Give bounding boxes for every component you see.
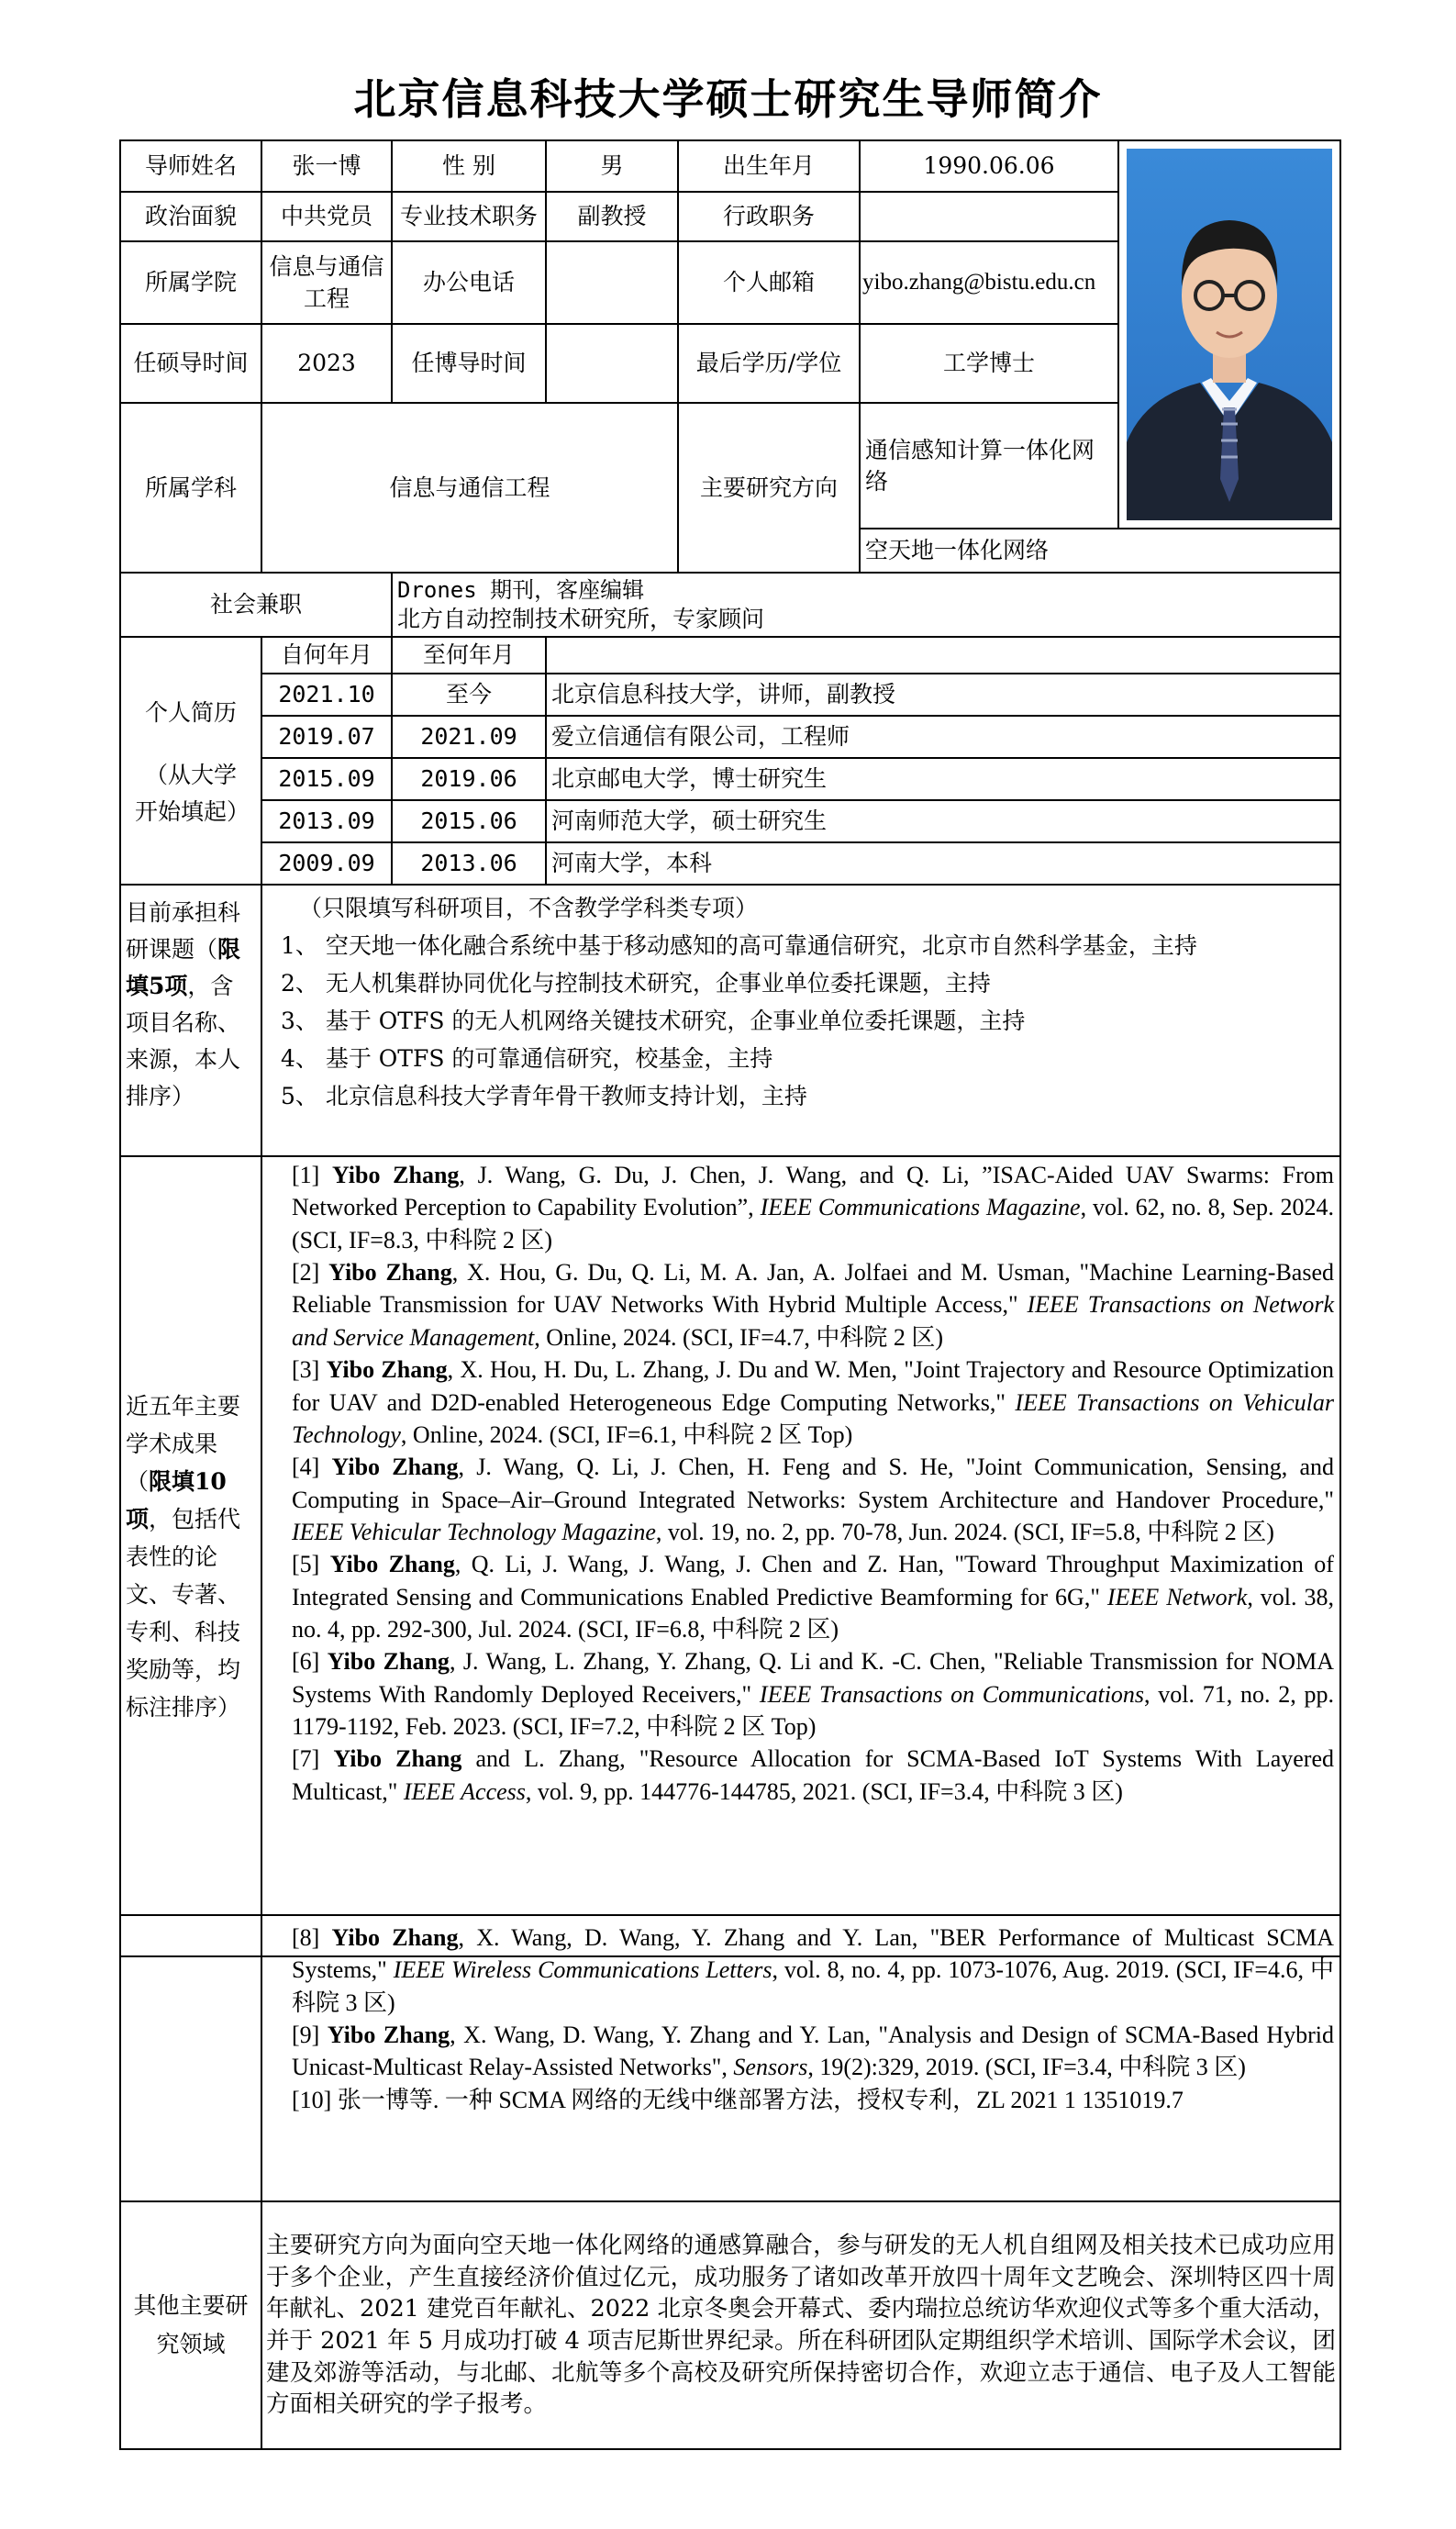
- resume-row-4-desc: 河南师范大学，硕士研究生: [546, 800, 1340, 842]
- pub-item-9: [9] Yibo Zhang, X. Wang, D. Wang, Y. Zhang and Y. Lan, "Analysis and Design of SCMA-Based Hybrid Unicast-Multicast Relay-Assisted Networks", Sensors, 19(2):329, 2019. (SCI, IF=3.4, 中科院 3 区): [292, 2022, 1335, 2081]
- college-label: 所属学院: [120, 241, 261, 324]
- project-item-5: 5、 北京信息科技大学青年骨干教师支持计划，主持: [281, 1083, 807, 1109]
- resume-col-from: 自何年月: [261, 637, 392, 674]
- discipline-value: 信息与通信工程: [261, 403, 678, 573]
- phone-value: [546, 241, 678, 324]
- pub-item-2: [2] Yibo Zhang, X. Hou, G. Du, Q. Li, M. A. Jan, A. Jolfaei and M. Usman, "Machine Learning-Based Reliable Transmission for UAV Networks With Hybrid Multiple Access," IEEE Transactions on Network and Service Management, Online, 2024. (SCI, IF=4.7, 中科院 2 区): [292, 1259, 1334, 1351]
- email-label: 个人邮箱: [678, 241, 860, 324]
- project-item-4: 4、 基于 OTFS 的可靠通信研究，校基金，主持: [281, 1045, 773, 1072]
- resume-label-note: （从大学开始填起）: [135, 762, 250, 825]
- achievements-label: 近五年主要学术成果（限填10项，包括代表性的论文、专著、专利、科技奖励等，均标注排序）: [120, 1156, 261, 1956]
- politics-value: 中共党员: [261, 192, 392, 241]
- project-item-1: 1、 空天地一体化融合系统中基于移动感知的高可靠通信研究，北京市自然科学基金，主持: [281, 932, 1197, 959]
- phone-label: 办公电话: [392, 241, 546, 324]
- pub-item-6: [6] Yibo Zhang, J. Wang, L. Zhang, Y. Zhang, Q. Li and K. -C. Chen, "Reliable Transmission for NOMA Systems With Randomly Deployed Receivers," IEEE Transactions on Communications, vol. 71, no. 2, pp. 1179-1192, Feb. 2023. (SCI, IF=7.2, 中科院 2 区 Top): [292, 1648, 1334, 1741]
- portrait-photo: [1127, 149, 1332, 520]
- pub-item-5: [5] Yibo Zhang, Q. Li, J. Wang, J. Wang, J. Chen and Z. Han, "Toward Throughput Maximization of Integrated Sensing and Communications Enabled Predictive Beamforming for 6G," IEEE Network, vol. 38, no. 4, pp. 292-300, Jul. 2024. (SCI, IF=6.8, 中科院 2 区): [292, 1551, 1334, 1643]
- projects-label: 目前承担科研课题（限填5项，含项目名称、来源，本人排序）: [120, 885, 261, 1156]
- other-text: 主要研究方向为面向空天地一体化网络的通感算融合，参与研发的无人机自组网及相关技术已成功应用于多个企业，产生直接经济价值过亿元，成功服务了诸如改革开放四十周年文艺晚会、深圳特区四十周年献礼、2021 建党百年献礼、2022 北京冬奥会开幕式、委内瑞拉总统访华欢迎仪式等多个重大活动，并于 2021 年 5 月成功打破 4 项吉尼斯世界纪录。所在科研团队定期组织学术培训、国际学术会议，团建及郊游等活动，与北邮、北航等多个高校及研究所保持密切合作，欢迎立志于通信、电子及人工智能方面相关研究的学子报考。: [261, 2201, 1340, 2449]
- projects-limit: 限填5项: [126, 936, 241, 999]
- resume-row-4-from: 2013.09: [261, 800, 392, 842]
- email-value: yibo.zhang@bistu.edu.cn: [860, 241, 1118, 324]
- project-item-2: 2、 无人机集群协同优化与控制技术研究，企事业单位委托课题，主持: [281, 970, 991, 997]
- page-title: 北京信息科技大学硕士研究生导师简介: [353, 74, 1103, 124]
- achievements-cont-label: [120, 1915, 261, 2201]
- discipline-label: 所属学科: [120, 403, 261, 573]
- projects-list: [261, 885, 1340, 1156]
- pub-item-8: [8] Yibo Zhang, X. Wang, D. Wang, Y. Zhang and Y. Lan, "BER Performance of Multicast SCMA Systems," IEEE Wireless Communications Letters, vol. 8, no. 4, pp. 1073-1076, Aug. 2019. (SCI, IF=4.6, 中科院 3 区): [292, 1924, 1335, 2016]
- resume-label: 个人简历: [144, 699, 237, 726]
- project-item-3: 3、 基于 OTFS 的无人机网络关键技术研究，企事业单位委托课题，主持: [281, 1008, 1026, 1034]
- title-value: 副教授: [546, 192, 678, 241]
- resume-row-2-to: 2021.09: [392, 716, 546, 758]
- resume-row-2-from: 2019.07: [261, 716, 392, 758]
- name-label: 导师姓名: [120, 140, 261, 192]
- achievements-cont-list: [261, 1915, 1340, 2201]
- pub-item-7: [7] Yibo Zhang and L. Zhang, "Resource Allocation for SCMA-Based IoT Systems With Layered Multicast," IEEE Access, vol. 9, pp. 144776-144785, 2021. (SCI, IF=3.4, 中科院 3 区): [292, 1745, 1334, 1805]
- projects-note: （只限填写科研项目，不含教学学科类专项）: [299, 895, 759, 921]
- resume-row-1-desc: 北京信息科技大学，讲师，副教授: [546, 674, 1340, 716]
- name-value: 张一博: [261, 140, 392, 192]
- profile-table-continued: [119, 1914, 1341, 2450]
- social-item-1: Drones 期刊，客座编辑: [397, 577, 645, 603]
- resume-row-5-to: 2013.06: [392, 842, 546, 885]
- degree-value: 工学博士: [860, 324, 1118, 403]
- photo-cell: [1118, 140, 1340, 529]
- social-value: [392, 573, 1340, 637]
- birth-value: 1990.06.06: [860, 140, 1118, 192]
- research-item-2: 空天地一体化网络: [860, 529, 1340, 573]
- resume-row-5-from: 2009.09: [261, 842, 392, 885]
- pub-item-3: [3] Yibo Zhang, X. Hou, H. Du, L. Zhang, J. Du and W. Men, "Joint Trajectory and Resource Optimization for UAV and D2D-enabled Heterogeneous Edge Computing Networks," IEEE Transactions on Vehicular Technology, Online, 2024. (SCI, IF=6.1, 中科院 2 区 Top): [292, 1356, 1334, 1448]
- resume-row-3-to: 2019.06: [392, 758, 546, 800]
- resume-row-2-desc: 爱立信通信有限公司，工程师: [546, 716, 1340, 758]
- degree-label: 最后学历/学位: [678, 324, 860, 403]
- phd-time-label: 任博导时间: [392, 324, 546, 403]
- other-label: 其他主要研究领域: [120, 2201, 261, 2449]
- portrait-image: [1127, 149, 1332, 520]
- birth-label: 出生年月: [678, 140, 860, 192]
- politics-label: 政治面貌: [120, 192, 261, 241]
- resume-row-3-from: 2015.09: [261, 758, 392, 800]
- social-label: 社会兼职: [120, 573, 392, 637]
- master-time-value: 2023: [261, 324, 392, 403]
- pub-item-10: [10] 张一博等. 一种 SCMA 网络的无线中继部署方法，授权专利，ZL 2021 1 1351019.7: [292, 2086, 1184, 2113]
- master-time-label: 任硕导时间: [120, 324, 261, 403]
- achievements-limit: 限填10项: [126, 1467, 227, 1532]
- gender-value: 男: [546, 140, 678, 192]
- pub-item-1: [1] Yibo Zhang, J. Wang, G. Du, J. Chen, J. Wang, and Q. Li, ”ISAC-Aided UAV Swarms: From Networked Perception to Capability Evolution”, IEEE Communications Magazine, vol. 62, no. 8, Sep. 2024. (SCI, IF=8.3, 中科院 2 区): [292, 1162, 1334, 1253]
- admin-label: 行政职务: [678, 192, 860, 241]
- resume-row-3-desc: 北京邮电大学，博士研究生: [546, 758, 1340, 800]
- resume-col-desc: [546, 637, 1340, 674]
- resume-row-1-from: 2021.10: [261, 674, 392, 716]
- achievements-list: [261, 1156, 1340, 1956]
- college-value: 信息与通信工程: [261, 241, 392, 324]
- resume-label-cell: [120, 637, 261, 885]
- research-item-1: 通信感知计算一体化网络: [860, 403, 1118, 529]
- resume-col-to: 至何年月: [392, 637, 546, 674]
- profile-table: [119, 139, 1341, 1957]
- resume-row-5-desc: 河南大学，本科: [546, 842, 1340, 885]
- title-label: 专业技术职务: [392, 192, 546, 241]
- resume-row-4-to: 2015.06: [392, 800, 546, 842]
- admin-value: [860, 192, 1118, 241]
- resume-row-1-to: 至今: [392, 674, 546, 716]
- gender-label: 性 别: [392, 140, 546, 192]
- social-item-2: 北方自动控制技术研究所，专家顾问: [397, 606, 765, 632]
- phd-time-value: [546, 324, 678, 403]
- pub-item-4: [4] Yibo Zhang, J. Wang, Q. Li, J. Chen, H. Feng and S. He, "Joint Communication, Sensing, and Computing in Space–Air–Ground Integrated Networks: System Architecture and Handover Procedure," IEEE Vehicular Technology Magazine, vol. 19, no. 2, pp. 70-78, Jun. 2024. (SCI, IF=5.8, 中科院 2 区): [292, 1454, 1334, 1545]
- research-label: 主要研究方向: [678, 403, 860, 573]
